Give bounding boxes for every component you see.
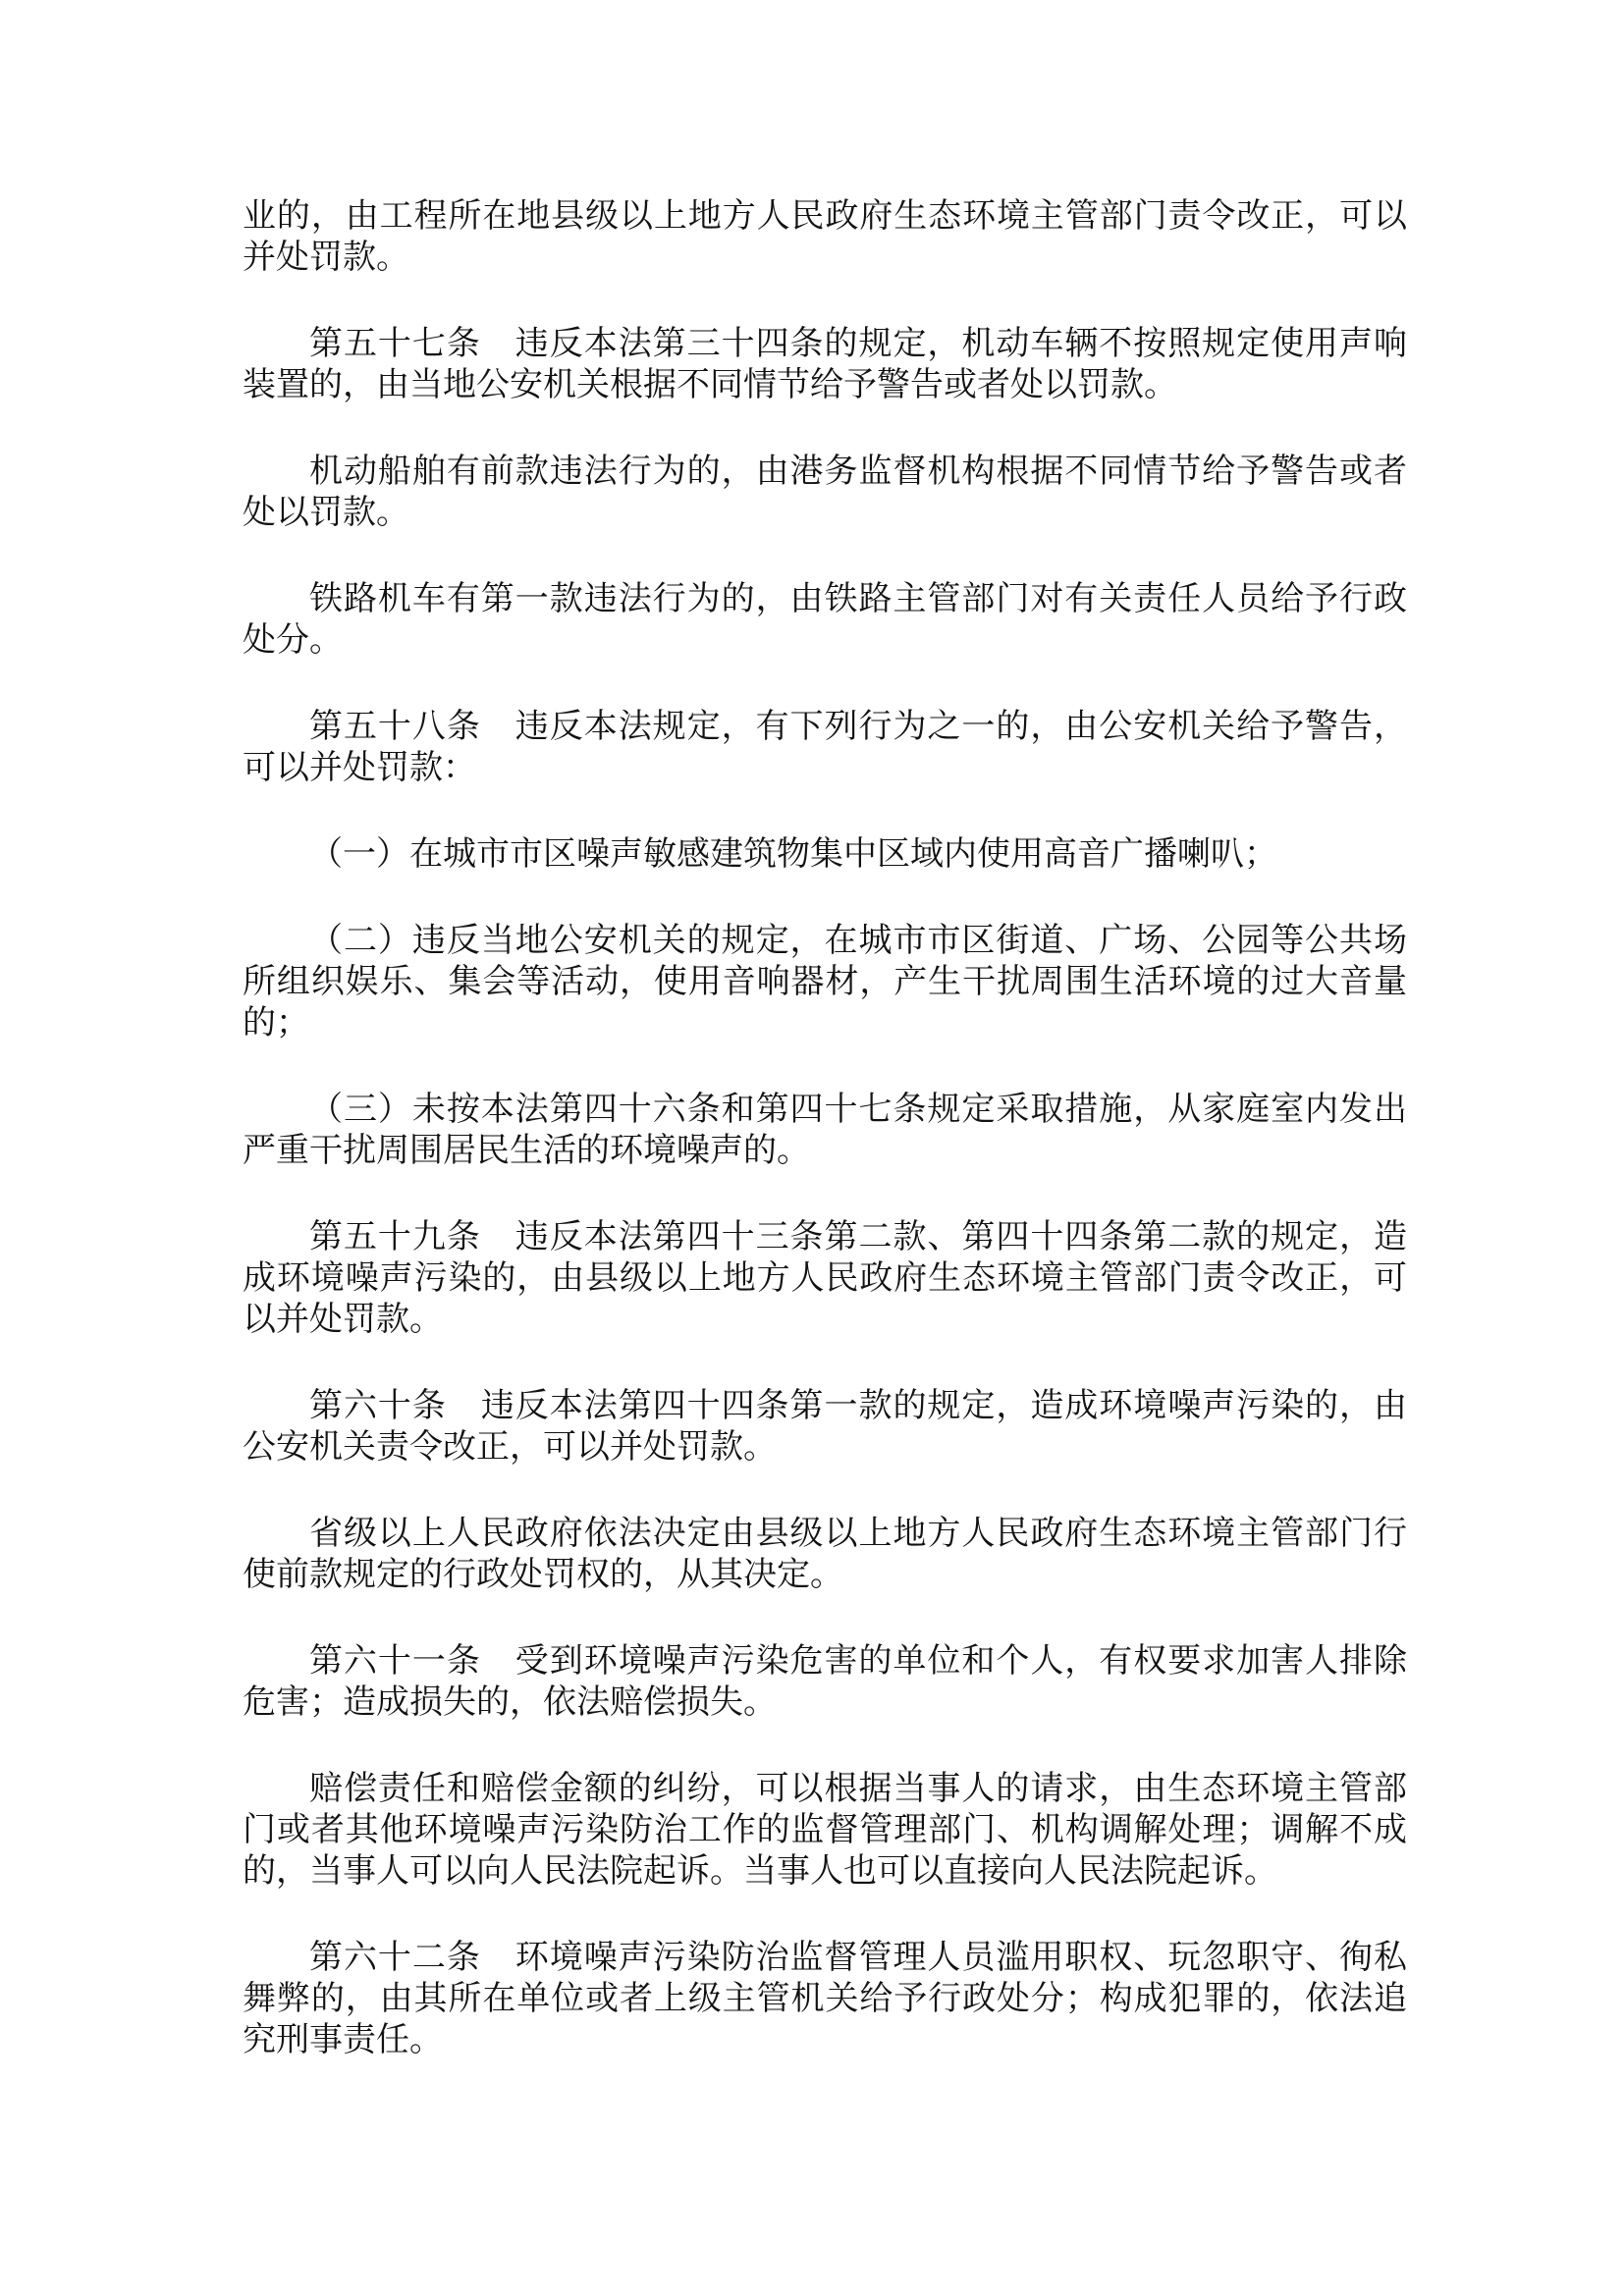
paragraph: 第五十九条 违反本法第四十三条第二款、第四十四条第二款的规定，造成环境噪声污染的，由县级以上地方人民政府生态环境主管部门责令改正，可以并处罚款。 — [243, 1219, 1407, 1338]
paragraph: 铁路机车有第一款违法行为的，由铁路主管部门对有关责任人员给予行政处分。 — [243, 581, 1407, 659]
paragraph: 第五十七条 违反本法第三十四条的规定，机动车辆不按照规定使用声响装置的，由当地公安机关根据不同情节给予警告或者处以罚款。 — [243, 326, 1407, 403]
paragraph: 第六十条 违反本法第四十四条第一款的规定，造成环境噪声污染的，由公安机关责令改正，可以并处罚款。 — [243, 1388, 1407, 1466]
paragraph: 业的，由工程所在地县级以上地方人民政府生态环境主管部门责令改正，可以并处罚款。 — [243, 198, 1407, 276]
paragraph: 机动船舶有前款违法行为的，由港务监督机构根据不同情节给予警告或者处以罚款。 — [243, 454, 1407, 531]
paragraph: （一）在城市市区噪声敏感建筑物集中区域内使用高音广播喇叭； — [309, 836, 1277, 873]
paragraph: 省级以上人民政府依法决定由县级以上地方人民政府生态环境主管部门行使前款规定的行政处罚权的，从其决定。 — [243, 1516, 1407, 1593]
paragraph: 第六十二条 环境噪声污染防治监督管理人员滥用职权、玩忽职守、徇私舞弊的，由其所在单位或者上级主管机关给予行政处分；构成犯罪的，依法追究刑事责任。 — [243, 1940, 1407, 2058]
paragraph: （三）未按本法第四十六条和第四十七条规定采取措施，从家庭室内发出严重干扰周围居民生活的环境噪声的。 — [243, 1092, 1407, 1169]
paragraph: 赔偿责任和赔偿金额的纠纷，可以根据当事人的请求，由生态环境主管部门或者其他环境噪声污染防治工作的监督管理部门、机构调解处理；调解不成的，当事人可以向人民法院起诉。当事人也可以直接向人民法院起诉。 — [243, 1771, 1407, 1890]
paragraph: （二）违反当地公安机关的规定，在城市市区街道、广场、公园等公共场所组织娱乐、集会等活动，使用音响器材，产生干扰周围生活环境的过大音量的； — [243, 923, 1407, 1041]
paragraph: 第六十一条 受到环境噪声污染危害的单位和个人，有权要求加害人排除危害；造成损失的，依法赔偿损失。 — [243, 1643, 1407, 1721]
document-body — [243, 196, 1407, 2061]
paragraph: 第五十八条 违反本法规定，有下列行为之一的，由公安机关给予警告，可以并处罚款： — [243, 709, 1407, 786]
